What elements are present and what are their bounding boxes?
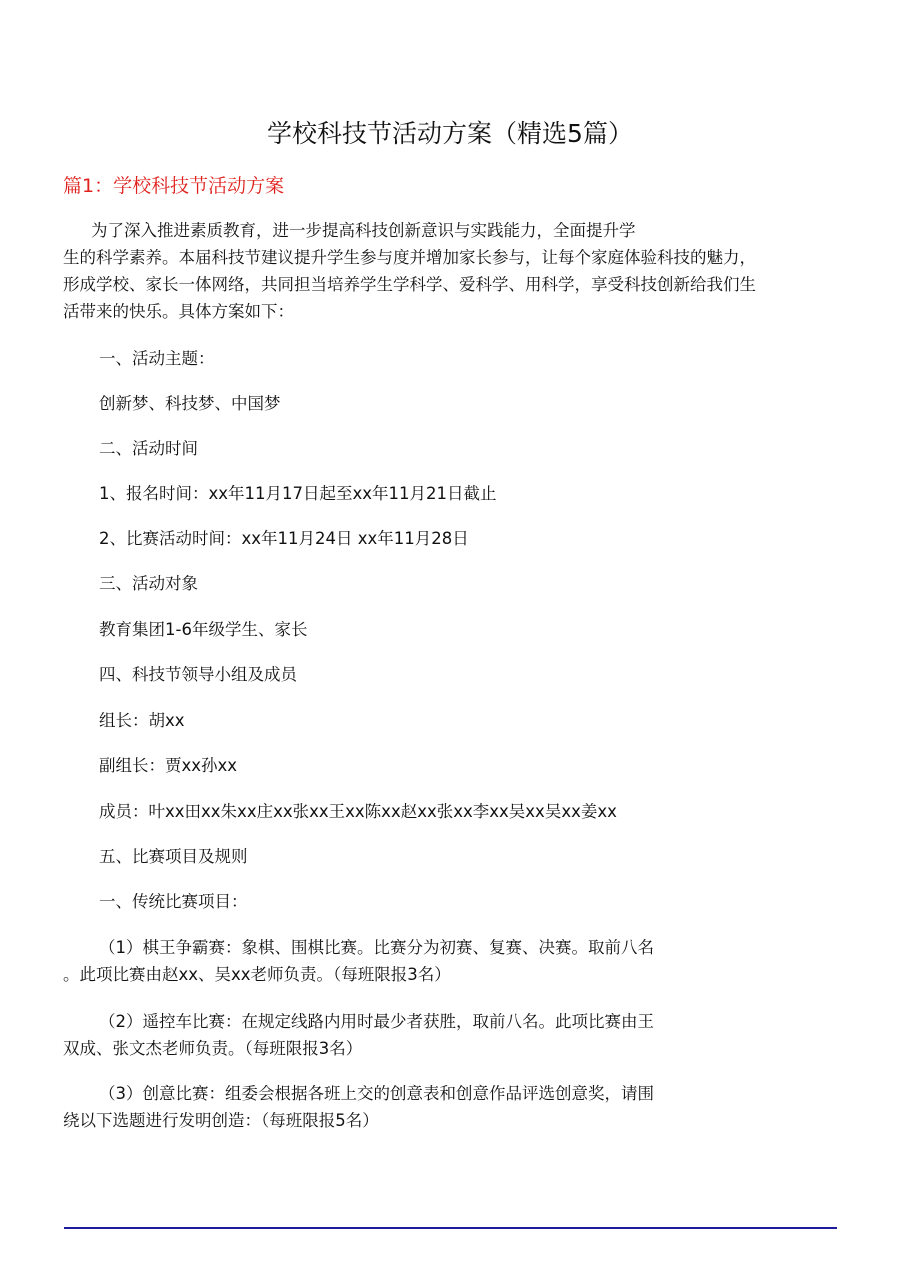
members: 成员：叶xx田xx朱xx庄xx张xx王xx陈xx赵xx张xx李xx吴xx吴xx姜xx — [99, 802, 617, 821]
document-title: 学校科技节活动方案（精选5篇） — [267, 119, 633, 148]
leader: 组长：胡xx — [99, 711, 185, 730]
rule-line: （2）遥控车比赛：在规定线路内用时最少者获胜，取前八名。此项比赛由王 — [99, 1012, 654, 1031]
intro-line: 形成学校、家长一体网络，共同担当培养学生学科学、爱科学、用科学，享受科技创新给我们生 — [63, 275, 756, 294]
heading-time: 二、活动时间 — [99, 439, 198, 458]
intro-line: 生的科学素养。本届科技节建议提升学生参与度并增加家长参与，让每个家庭体验科技的魅力， — [63, 248, 756, 267]
rule-line: （1）棋王争霸赛：象棋、围棋比赛。比赛分为初赛、复赛、决赛。取前八名 — [99, 938, 654, 957]
rule-line: （3）创意比赛：组委会根据各班上交的创意表和创意作品评选创意奖，请围 — [99, 1084, 654, 1103]
theme-text: 创新梦、科技梦、中国梦 — [99, 394, 281, 413]
heading-competition-rules: 五、比赛项目及规则 — [99, 847, 248, 866]
registration-time: 1、报名时间：xx年11月17日起至xx年11月21日截止 — [99, 484, 497, 503]
heading-traditional-events: 一、传统比赛项目： — [99, 892, 248, 911]
heading-theme: 一、活动主题： — [99, 349, 215, 368]
deputy-leader: 副组长：贾xx孙xx — [99, 756, 238, 775]
footer-divider — [64, 1227, 837, 1229]
section-heading: 篇1：学校科技节活动方案 — [63, 175, 285, 197]
participants-text: 教育集团1-6年级学生、家长 — [99, 620, 308, 639]
intro-line: 活带来的快乐。具体方案如下： — [63, 302, 294, 321]
intro-line: 为了深入推进素质教育，进一步提高科技创新意识与实践能力，全面提升学 — [91, 221, 636, 240]
heading-leadership: 四、科技节领导小组及成员 — [99, 665, 297, 684]
competition-time: 2、比赛活动时间：xx年11月24日 xx年11月28日 — [99, 529, 469, 548]
rule-line: 绕以下选题进行发明创造：（每班限报5名） — [63, 1111, 379, 1130]
heading-participants: 三、活动对象 — [99, 574, 198, 593]
rule-paragraph — [63, 1008, 843, 1062]
rule-paragraph — [63, 934, 843, 988]
rule-line: 。此项比赛由赵xx、吴xx老师负责。（每班限报3名） — [63, 965, 451, 984]
rule-line: 双成、张文杰老师负责。（每班限报3名） — [63, 1039, 363, 1058]
intro-paragraph — [63, 217, 843, 325]
rule-paragraph — [63, 1080, 843, 1134]
